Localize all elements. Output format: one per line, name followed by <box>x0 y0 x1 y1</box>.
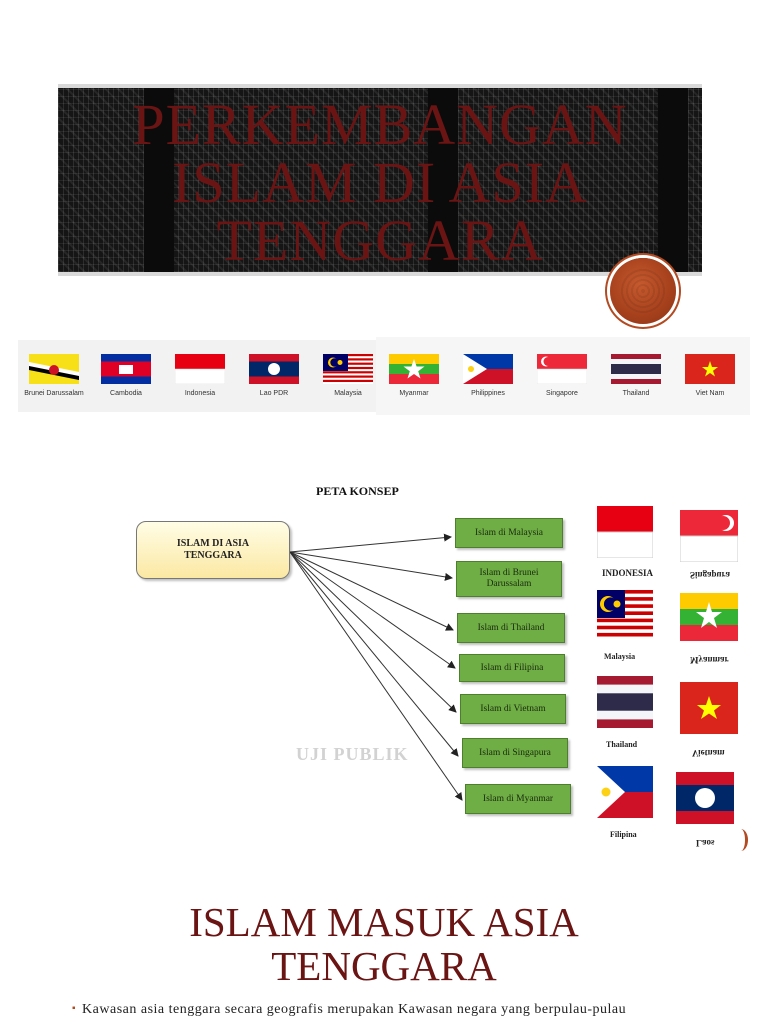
slide-title: PERKEMBANGAN ISLAM DI ASIA TENGGARA <box>132 92 628 273</box>
mirrored-text: Singapura <box>690 570 731 580</box>
laos-flag <box>676 772 734 824</box>
country-label: Thailand <box>622 390 650 397</box>
flag-label-filipina: Filipina <box>610 830 637 839</box>
malaysia-flag <box>597 590 653 640</box>
node-thailand: Islam di Thailand <box>457 613 565 643</box>
flag-label-thailand: Thailand <box>606 740 638 749</box>
node-vietnam: Islam di Vietnam <box>460 694 566 724</box>
arrow-brunei <box>290 552 452 578</box>
mirrored-text: Myanmar <box>690 655 729 665</box>
watermark-text: UJI PUBLIK <box>296 744 409 764</box>
philippines-flag <box>597 766 653 818</box>
node-label: Islam di Brunei Darussalam <box>479 568 539 589</box>
vietnam-flag <box>680 682 738 734</box>
mirrored-text: Laos <box>696 838 715 848</box>
section-title <box>0 900 768 988</box>
concept-center-box <box>136 521 290 579</box>
concept-map-title: PETA KONSEP <box>316 484 399 498</box>
country-label: Viet Nam <box>695 390 725 397</box>
flag-label-singapura <box>690 570 730 580</box>
arrow-malaysia <box>290 537 451 552</box>
section-title-text: ISLAM MASUK ASIA TENGGARA <box>189 899 579 989</box>
flag-label-indonesia: INDONESIA <box>602 568 654 578</box>
flag-label-malaysia: Malaysia <box>604 652 636 661</box>
arrow-vietnam <box>290 552 456 712</box>
flag-label-laos <box>696 838 715 848</box>
country-label: Malaysia <box>334 390 362 397</box>
myanmar-flag <box>680 593 738 641</box>
center-label: ISLAM DI ASIA TENGGARA <box>176 538 250 561</box>
country-label: Singapore <box>546 390 578 397</box>
node-brunei <box>456 561 562 597</box>
indonesia-flag <box>597 506 653 558</box>
country-label: Philippines <box>471 390 505 397</box>
country-label: Lao PDR <box>259 390 289 397</box>
bullet-icon: ▪ <box>72 1003 77 1014</box>
mirrored-text: Vietnam <box>692 748 725 758</box>
body-text: Kawasan asia tenggara secara geografis merupakan Kawasan negara yang berpulau-pulau <box>82 1002 627 1017</box>
arrow-thailand <box>290 552 453 630</box>
node-filipina: Islam di Filipina <box>459 654 565 682</box>
decorative-orb-small <box>734 829 748 851</box>
country-label: Myanmar <box>399 390 429 397</box>
arrow-singapura <box>290 552 458 756</box>
country-label: Cambodia <box>110 390 142 397</box>
node-malaysia: Islam di Malaysia <box>455 518 563 548</box>
body-paragraph <box>72 1001 696 1018</box>
country-label: Brunei Darussalam <box>24 390 84 397</box>
node-singapura: Islam di Singapura <box>462 738 568 768</box>
thailand-flag <box>597 676 653 728</box>
singapore-flag <box>680 510 738 562</box>
flag-label-myanmar <box>690 655 729 665</box>
country-label: Indonesia <box>184 390 216 397</box>
node-myanmar: Islam di Myanmar <box>465 784 571 814</box>
arrow-filipina <box>290 552 455 668</box>
flag-label-vietnam <box>692 748 725 758</box>
